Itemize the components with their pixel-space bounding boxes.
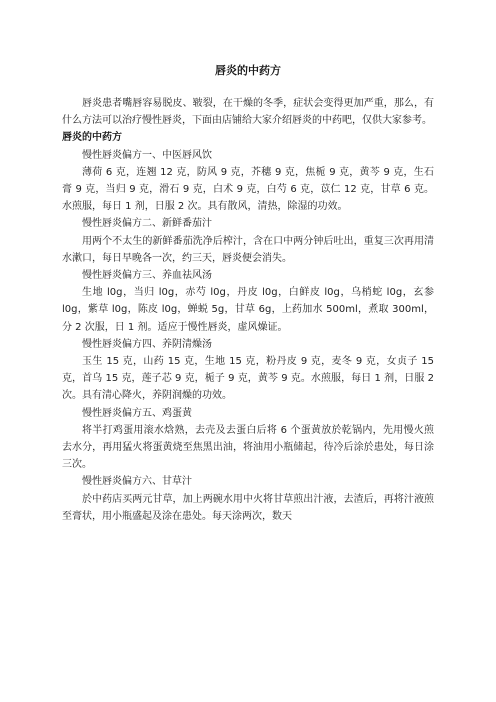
remedy-2-text: 用两个不太生的新鲜番茄洗净后榨汁，含在口中两分钟后吐出，重复三次再用清水漱口，每日早晚各一次，约三天，唇炎便会消失。 [62, 235, 434, 264]
document-title: 唇炎的中药方 [215, 64, 281, 77]
remedy-5-name: 慢性唇炎偏方五、鸡蛋黄 [82, 407, 192, 419]
remedy-3-text: 生地 l0g，当归 l0g，赤芍 l0g，丹皮 l0g，白鲜皮 l0g，乌梢蛇 l0g，玄参 l0g，紫草 l0g，陈皮 l0g，蝉蜕 5g，甘草 6g，上药加水 500ml，煮取 300ml，分 2 次服，日 1 剂。适应于慢性唇炎，虚风燥证。 [62, 287, 434, 333]
remedy-4-text: 玉生 15 克，山药 15 克，生地 15 克，粉丹皮 9 克，麦冬 9 克，女贞子 15 克，首乌 15 克，莲子芯 9 克，栀子 9 克，黄芩 9 克。水煎服，每日 1 剂，日服 2 次。具有清心降火，养阴润燥的功效。 [62, 356, 434, 402]
remedy-5-text: 将半打鸡蛋用滚水焓熟，去壳及去蛋白后将 6 个蛋黄放於乾锅内，先用慢火煎去水分，再用猛火将蛋黄烧至焦黑出油，将油用小瓶储起，待冷后涂於患处，每日涂三次。 [62, 424, 434, 471]
section-heading: 唇炎的中药方 [62, 132, 122, 144]
remedy-4-name: 慢性唇炎偏方四、养阴清燥汤 [82, 338, 212, 350]
remedy-3-name: 慢性唇炎偏方三、养血祛风汤 [82, 270, 212, 282]
remedy-1-text: 薄荷 6 克，连翘 12 克，防风 9 克，芥穗 9 克，焦栀 9 克，黄芩 9 克，生石膏 9 克，当归 9 克，滑石 9 克，白术 9 克，白芍 6 克，苡仁 12 克，甘草 6 克。水煎服，每日 1 剂，日服 2 次。具有散风，清热，除湿的功效。 [62, 166, 434, 213]
remedy-6-name: 慢性唇炎偏方六、甘草汁 [82, 476, 192, 488]
document-body [62, 95, 434, 525]
remedy-1-name: 慢性唇炎偏方一、中医唇风饮 [82, 149, 212, 161]
remedy-2-name: 慢性唇炎偏方二、新鲜番茄汁 [82, 218, 212, 230]
remedy-6-text: 於中药店买两元甘草，加上两碗水用中火将甘草煎出汁液，去渣后，再将汁液煎至膏状，用小瓶盛起及涂在患处。每天涂两次，数天 [62, 493, 434, 522]
intro-paragraph: 唇炎患者嘴唇容易脱皮、皲裂，在干燥的冬季，症状会变得更加严重，那么，有什么方法可以治疗慢性唇炎，下面由店铺给大家介绍唇炎的中药吧，仅供大家参考。 [62, 98, 434, 127]
